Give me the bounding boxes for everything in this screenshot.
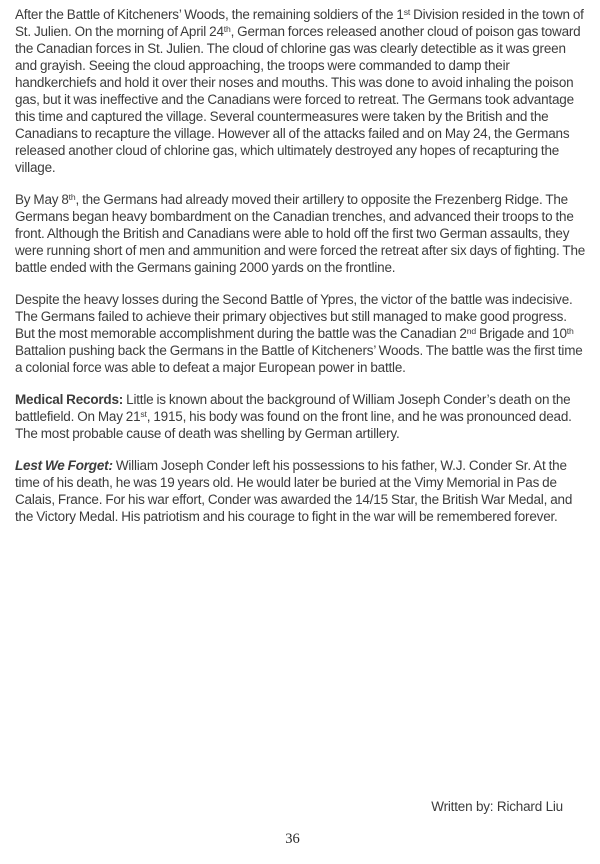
text-run: Despite the heavy losses during the Second Battle of Ypres, the victor of the battle was indecisive. The Germans failed to achieve their primary objectives but still managed to make good progress. But the most memorable accomplishment during the battle was the Canadian 2 [15, 292, 573, 341]
superscript-ordinal: th [223, 24, 231, 35]
paragraph-kitcheners-woods-aftermath [15, 6, 586, 176]
superscript-ordinal: nd [466, 326, 476, 337]
text-run: , 1915, his body was found on the front line, and he was pronounced dead. The most probable cause of death was shelling by German artillery. [15, 409, 572, 441]
paragraph-second-battle-ypres [15, 291, 586, 376]
superscript-ordinal: th [566, 326, 574, 337]
paragraph-lest-we-forget [15, 457, 586, 525]
page-number: 36 [285, 831, 300, 847]
text-run: , German forces released another cloud of poison gas toward the Canadian forces in St. Julien. The cloud of chlorine gas was clearly detectible as it was green and grayish. Seeing the cloud approaching, the troops were commanded to damp their handkerchiefs and hold it over their noses and mouths. This was done to avoid inhaling the poison gas, but it was ineffective and the Canadians were forced to retreat. The Germans took advantage this time and captured the village. Several countermeasures were taken by the British and the Canadians to recapture the village. However all of the attacks failed and on May 24, the Germans released another cloud of chlorine gas, which ultimately destroyed any hopes of recapturing the village. [15, 24, 581, 175]
text-run: , the Germans had already moved their artillery to opposite the Frezenberg Ridge. The Germans began heavy bombardment on the Canadian trenches, and advanced their troops to the front. Although the British and Canadians were able to hold off the first two German assaults, they were running short of men and ammunition and were forced the retreat after six days of fighting. The battle ended with the Germans gaining 2000 yards on the frontline. [15, 192, 586, 275]
text-run: Division resided in the town of St. Julien. On the morning of April 24 [15, 7, 584, 39]
text-run: Little is known about the background of William Joseph Conder’s death on the battlefield. On May 21 [15, 392, 571, 424]
text-run: Brigade and 10 [475, 326, 567, 341]
paragraph-frezenberg-ridge [15, 191, 586, 276]
text-run: After the Battle of Kitcheners’ Woods, the remaining soldiers of the 1 [15, 7, 404, 22]
document-content [15, 6, 586, 540]
section-label-medical-records: Medical Records: [15, 392, 124, 407]
paragraph-medical-records [15, 391, 586, 442]
text-run: By May 8 [15, 192, 69, 207]
byline: Written by: Richard Liu [431, 799, 563, 814]
text-run: Battalion pushing back the Germans in the Battle of Kitcheners’ Woods. The battle was the first time a colonial force was able to defeat a major European power in battle. [15, 343, 583, 375]
superscript-ordinal: th [68, 192, 76, 203]
text-run: William Joseph Conder left his possessions to his father, W.J. Conder Sr. At the time of his death, he was 19 years old. He would later be buried at the Vimy Memorial in Pas de Calais, France. For his war effort, Conder was awarded the 14/15 Star, the British War Medal, and the Victory Medal. His patriotism and his courage to fight in the war will be remembered forever. [15, 458, 573, 524]
section-label-lest-we-forget: Lest We Forget: [15, 458, 113, 473]
superscript-ordinal: st [403, 7, 411, 18]
superscript-ordinal: st [140, 409, 147, 420]
